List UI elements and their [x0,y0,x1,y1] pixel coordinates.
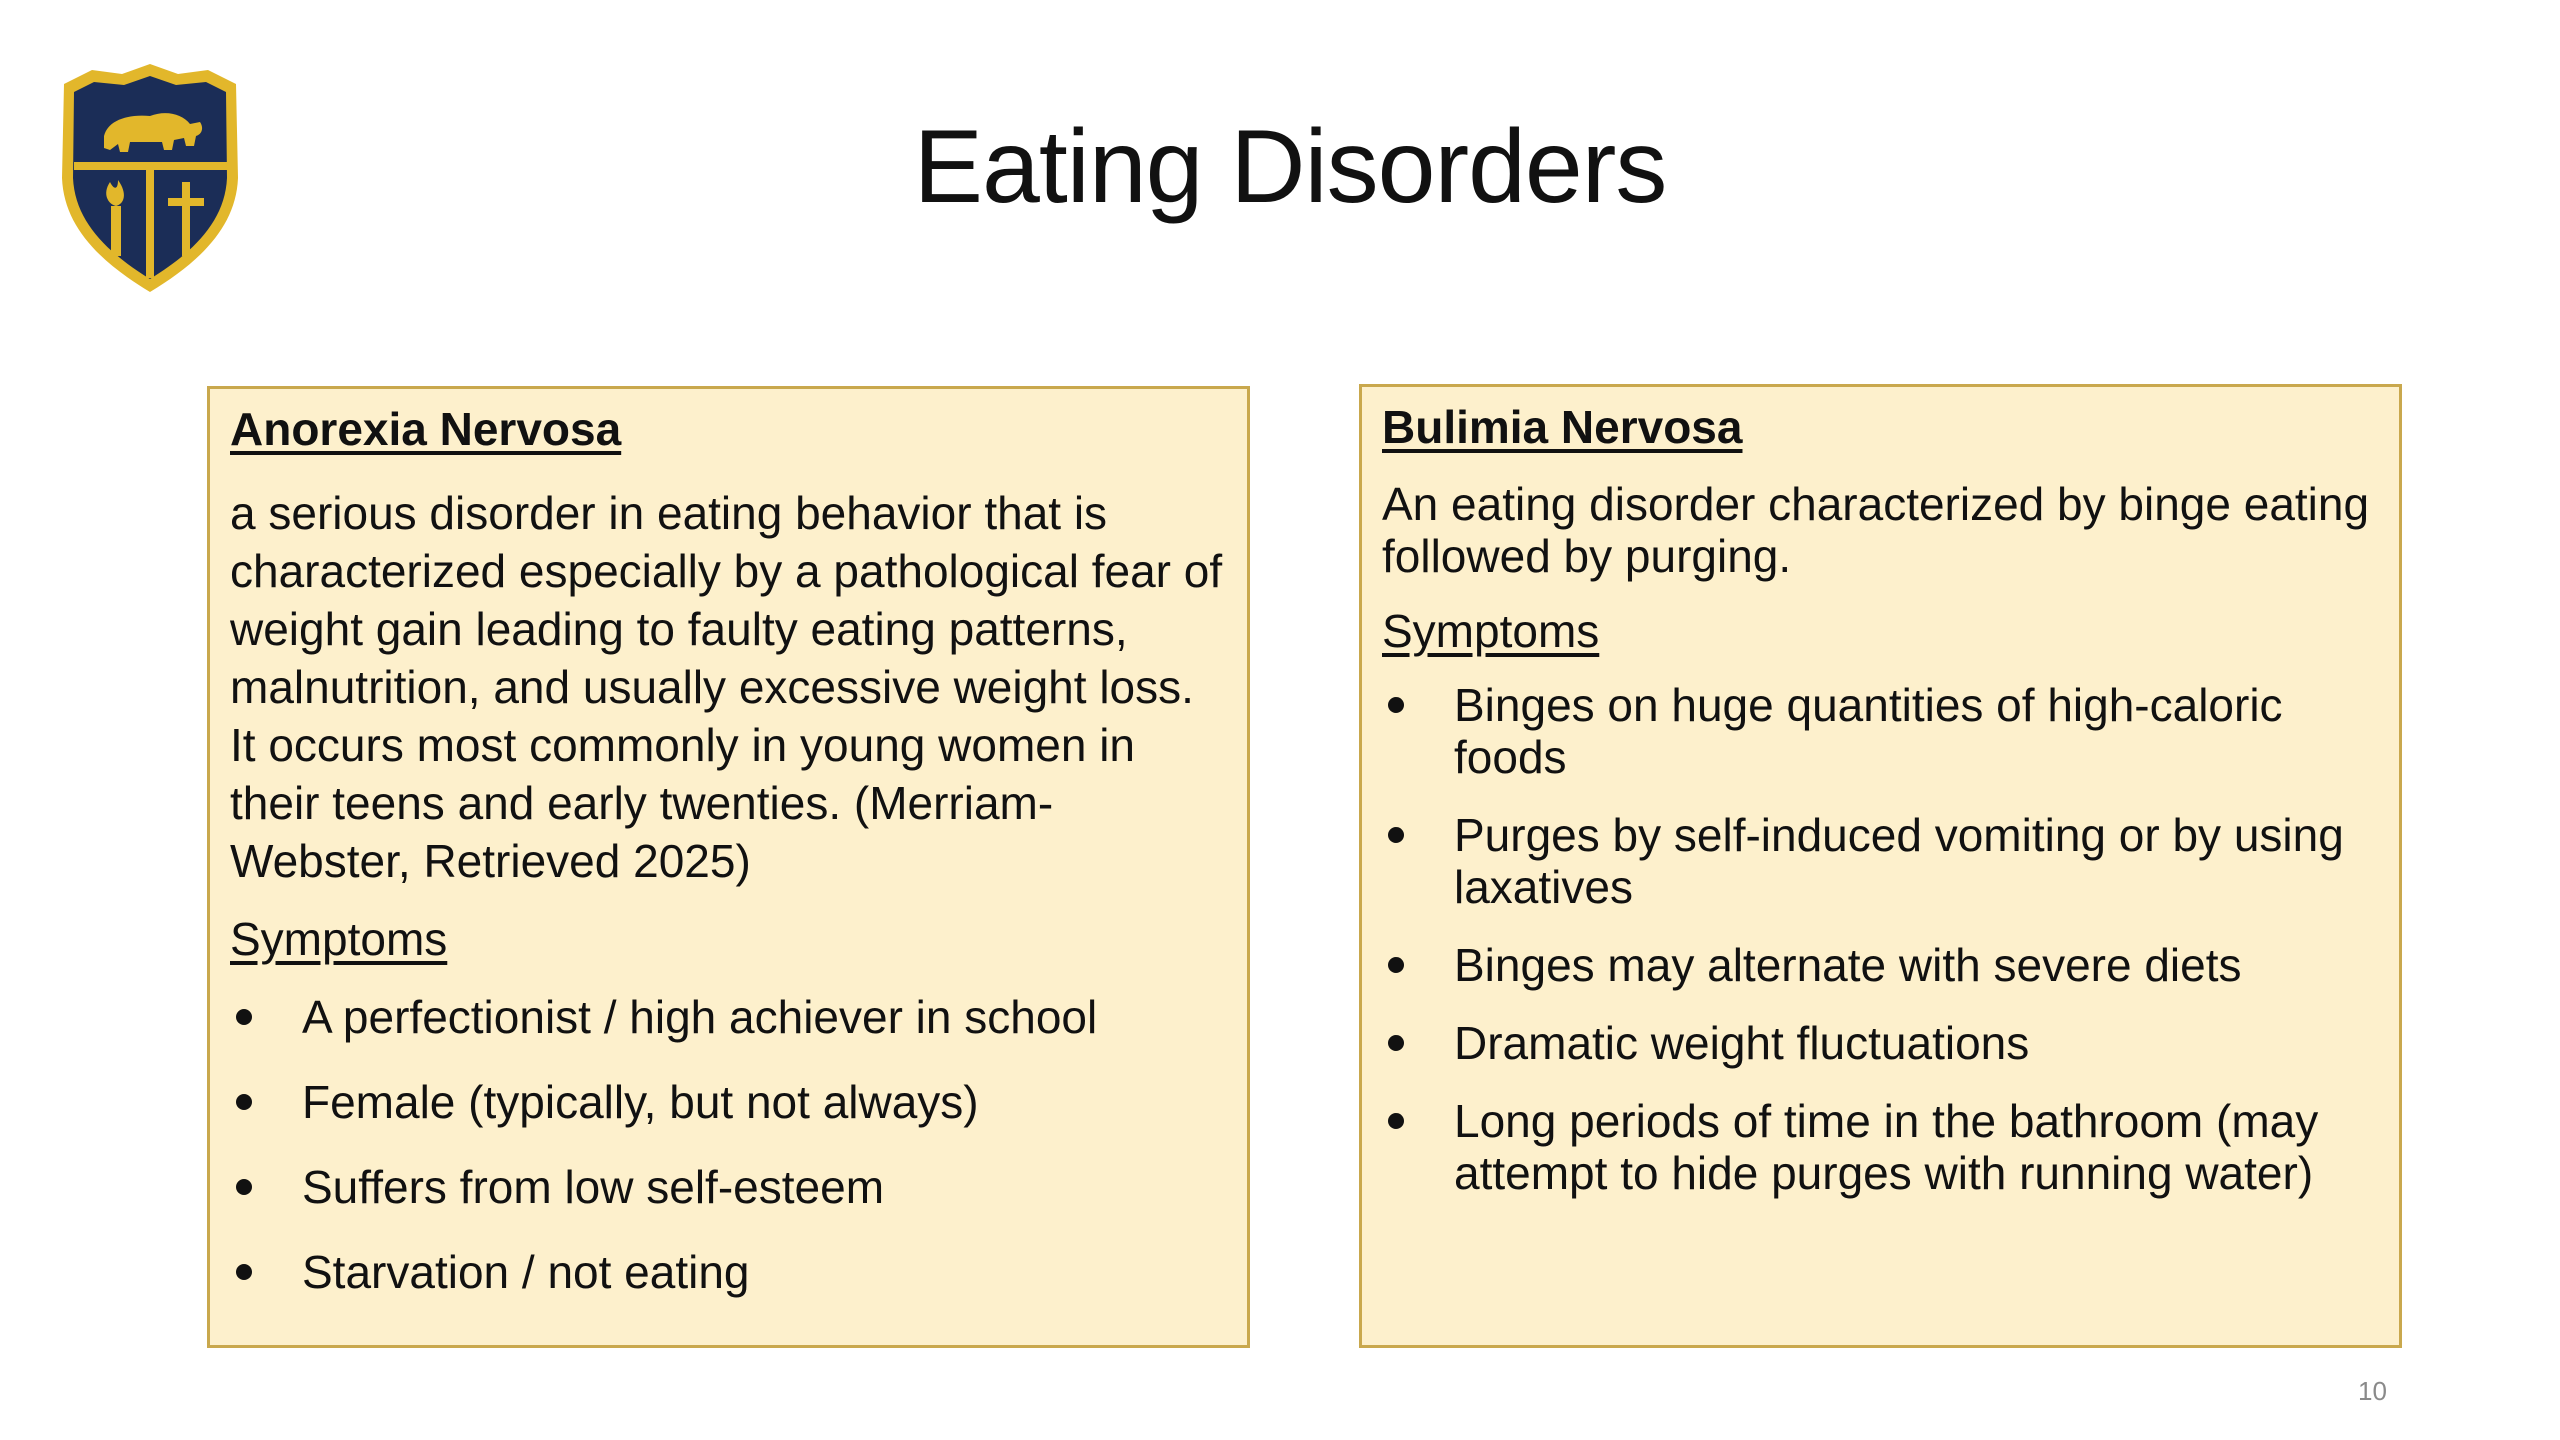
anorexia-heading: Anorexia Nervosa [230,403,622,455]
anorexia-description: a serious disorder in eating behavior that is characterized especially by a pathological fear of weight gain leading to faulty eating patterns, malnutrition, and usually excessive weight loss. It occurs most commonly in young women in their teens and early twenties. (Merriam-Webster, Retrieved 2025) [230,486,1223,887]
bullet-icon [1388,697,1404,713]
bulimia-symptoms-list [1382,679,2379,1199]
bulimia-panel [1359,384,2402,1348]
symptom-text: Female (typically, but not always) [302,1076,979,1129]
list-item [1382,1095,2379,1199]
list-item [230,991,1227,1043]
bullet-icon [236,1264,252,1280]
bullet-icon [236,1094,252,1110]
slide-title: Eating Disorders [913,109,1667,225]
list-item [230,1076,1227,1128]
symptom-text: A perfectionist / high achiever in school [302,991,1098,1044]
anorexia-panel [207,386,1250,1348]
symptom-text: Binges on huge quantities of high-caloric foods [1454,679,2283,784]
symptom-text: Suffers from low self-esteem [302,1161,885,1214]
list-item [1382,939,2379,991]
anorexia-symptoms-list [230,991,1227,1298]
bulimia-symptoms-label: Symptoms [1382,604,1600,657]
symptom-text: Long periods of time in the bathroom (may attempt to hide purges with running water) [1454,1095,2319,1200]
symptom-text: Binges may alternate with severe diets [1454,939,2242,992]
symptom-text: Purges by self-induced vomiting or by using laxatives [1454,809,2344,914]
bullet-icon [1388,957,1404,973]
bullet-icon [236,1009,252,1025]
list-item [1382,679,2379,783]
bulimia-heading: Bulimia Nervosa [1382,401,1743,453]
list-item [1382,1017,2379,1069]
bullet-icon [1388,827,1404,843]
symptom-text: Starvation / not eating [302,1246,750,1299]
bullet-icon [236,1179,252,1195]
bulimia-description: An eating disorder characterized by binge eating followed by purging. [1382,477,2370,582]
anorexia-symptoms-label: Symptoms [230,912,448,965]
bullet-icon [1388,1035,1404,1051]
symptom-text: Dramatic weight fluctuations [1454,1017,2030,1070]
list-item [230,1246,1227,1298]
bullet-icon [1388,1113,1404,1129]
page-number: 10 [2358,1376,2387,1406]
list-item [1382,809,2379,913]
list-item [230,1161,1227,1213]
